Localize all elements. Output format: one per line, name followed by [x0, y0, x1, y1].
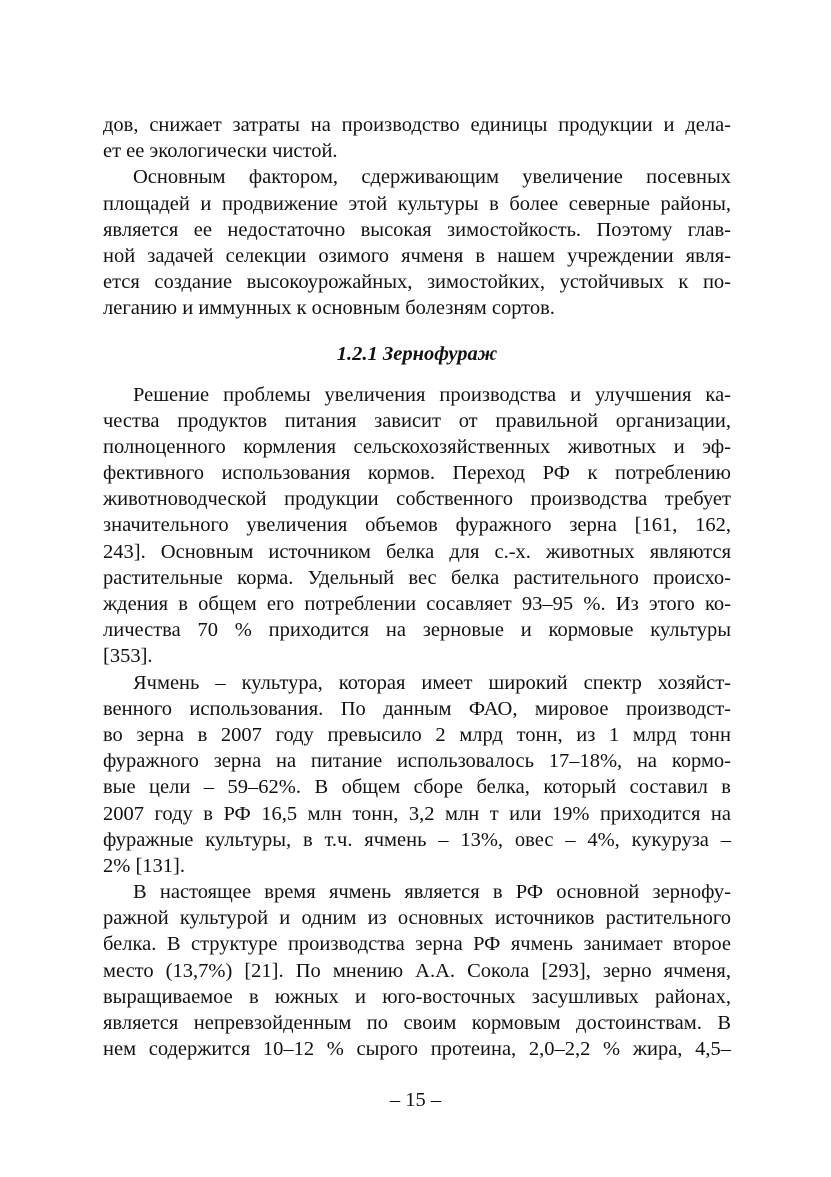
page-number: – 15 – [389, 1089, 442, 1111]
section-heading: 1.2.1 Зернофураж [336, 342, 498, 365]
text-line: ражной культурой и одним из основных источников растительного [103, 907, 731, 930]
text-line: ется создание высокоурожайных, зимостойких, устойчивых к по- [103, 271, 731, 294]
text-line: [353]. [103, 645, 153, 668]
text-line: фуражные культуры, в т.ч. ячмень – 13%, овес – 4%, кукуруза – [103, 828, 731, 851]
text-line: В настоящее время ячмень является в РФ основной зернофу- [133, 881, 731, 904]
text-line: во зерна в 2007 году превысило 2 млрд тонн, из 1 млрд тонн [103, 723, 731, 746]
text-line: значительного увеличения объемов фуражного зерна [161, 162, [103, 514, 731, 537]
text-line: фуражного зерна на питание использовалось 17–18%, на кормо- [103, 750, 731, 773]
text-line: личества 70 % приходится на зерновые и кормовые культуры [103, 619, 731, 642]
paragraph-5 [103, 879, 731, 1062]
text-line: 2% [131]. [103, 854, 185, 877]
paragraph-2 [103, 164, 731, 321]
text-line: 2007 году в РФ 16,5 млн тонн, 3,2 млн т или 19% приходится на [103, 802, 731, 825]
text-line: нем содержится 10–12 % сырого протеина, 2,0–2,2 % жира, 4,5– [103, 1038, 731, 1061]
text-line: Ячмень – культура, которая имеет широкий спектр хозяйст- [133, 671, 731, 694]
text-line: выращиваемое в южных и юго-восточных засушливых районах, [103, 985, 731, 1008]
text-line: является ее недостаточно высокая зимостойкость. Поэтому глав- [103, 218, 731, 241]
text-line: Решение проблемы увеличения производства и улучшения ка- [133, 383, 731, 406]
text-line: является непревзойденным по своим кормовым достоинствам. В [103, 1012, 731, 1034]
text-line: ет ее экологически чистой. [103, 140, 338, 163]
text-line: чества продуктов питания зависит от правильной организации, [103, 409, 731, 432]
text-line: ждения в общем его потреблении сосавляет 93–95 %. Из этого ко- [103, 593, 731, 615]
text-line: венного использования. По данным ФАО, мировое производст- [103, 697, 731, 720]
page-body [103, 112, 731, 1062]
text-line: дов, снижает затраты на производство единицы продукции и дела- [103, 114, 731, 136]
paragraph-1 [103, 112, 731, 164]
text-line: ной задачей селекции озимого ячменя в нашем учреждении явля- [103, 244, 731, 267]
paragraph-4 [103, 670, 731, 880]
text-line: 243]. Основным источником белка для с.-х. животных являются [103, 540, 731, 563]
text-line: площадей и продвижение этой культуры в более северные районы, [103, 192, 731, 215]
paragraph-3 [103, 382, 731, 670]
text-line: леганию и иммунных к основным болезням сортов. [103, 297, 555, 320]
text-line: вые цели – 59–62%. В общем сборе белка, который составил в [103, 776, 731, 799]
text-line: фективного использования кормов. Переход РФ к потреблению [103, 462, 731, 485]
text-line: растительные корма. Удельный вес белка растительного происхо- [103, 566, 731, 589]
text-line: животноводческой продукции собственного производства требует [103, 488, 731, 511]
text-line: место (13,7%) [21]. По мнению А.А. Сокола [293], зерно ячменя, [103, 959, 731, 982]
text-line: полноценного кормления сельскохозяйственных животных и эф- [103, 435, 731, 458]
text-line: белка. В структуре производства зерна РФ ячмень занимает второе [103, 933, 731, 956]
text-line: Основным фактором, сдерживающим увеличение посевных [133, 166, 731, 189]
